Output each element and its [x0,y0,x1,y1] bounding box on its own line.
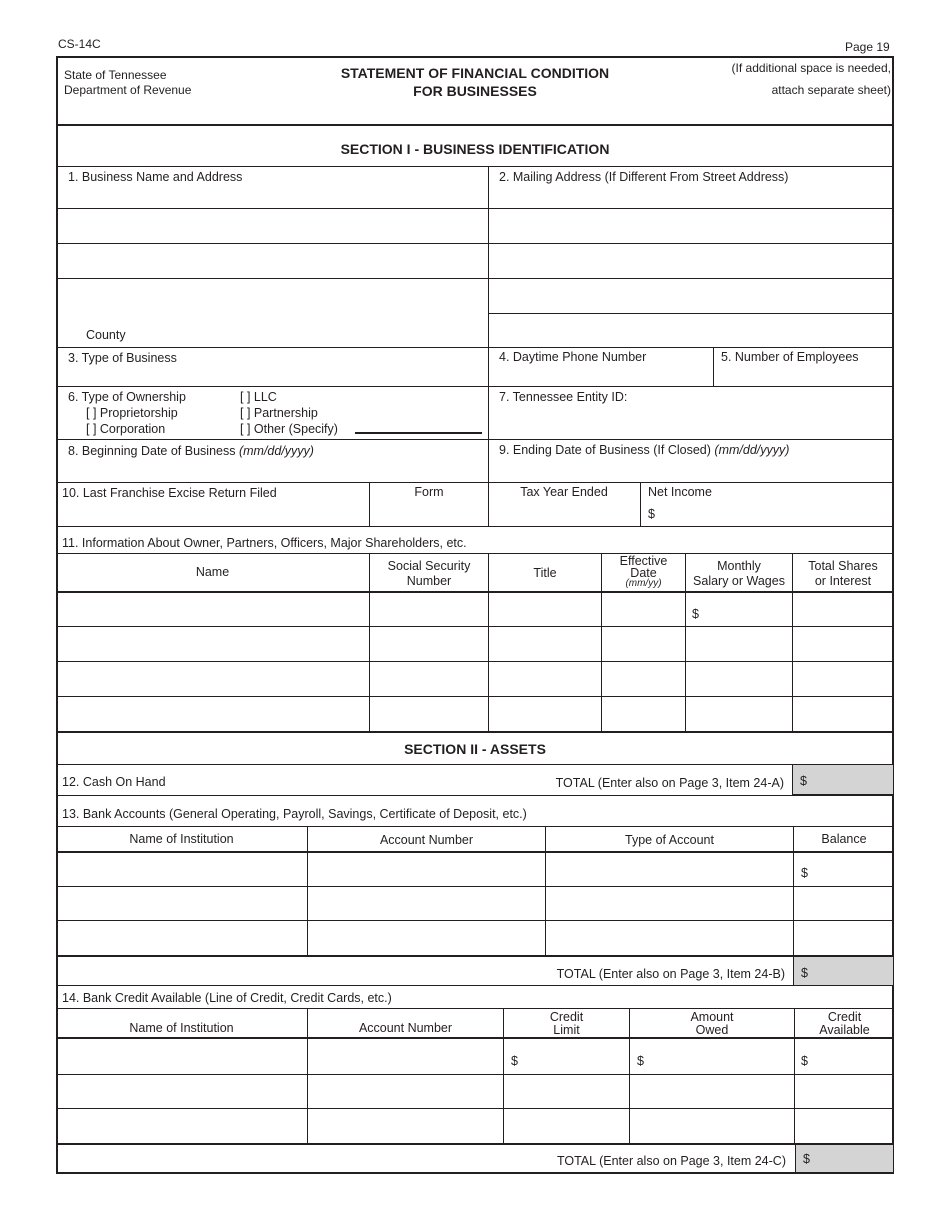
credit-col-limit-line-2: Limit [553,1023,580,1037]
rule [56,1143,894,1145]
total-24c-field[interactable] [795,1144,894,1173]
frame-bottom [56,1172,894,1174]
tax-year-ended-field[interactable] [489,483,639,525]
rule [56,826,894,827]
col-shares-line-2: or Interest [814,574,872,588]
col-effective-line-1: Effective [619,554,668,568]
total-24c-dollar: $ [803,1152,810,1166]
item-1-label: 1. Business Name and Address [68,170,243,184]
employees-field[interactable] [714,348,892,386]
franchise-form-field[interactable] [370,483,488,525]
item-13-label: 13. Bank Accounts (General Operating, Payroll, Savings, Certificate of Deposit, etc.) [62,807,527,821]
bank-col-balance: Balance [821,832,867,846]
rule [56,731,894,733]
frame-top [56,56,894,58]
item-6-label: 6. Type of Ownership [68,390,186,404]
ownership-llc-option[interactable]: [ ] LLC [240,390,277,404]
section-2-title: SECTION II - ASSETS [404,741,546,757]
total-24b-label: TOTAL (Enter also on Page 3, Item 24-B) [556,967,785,981]
net-income-field[interactable] [641,483,892,525]
salary-dollar: $ [692,607,699,621]
other-specify-line[interactable] [355,432,482,434]
total-24a-dollar: $ [800,774,807,788]
bank-credit-rows[interactable] [57,1039,892,1143]
rule [56,764,894,765]
bank-col-type: Type of Account [625,833,714,847]
item-8-format: (mm/dd/yyyy) [238,444,314,458]
item-2-label: 2. Mailing Address (If Different From Street Address) [499,170,789,184]
rule [56,553,894,554]
item-10-label: 10. Last Franchise Excise Return Filed [62,486,277,500]
col-title: Title [533,566,557,580]
col-ssn-line-1: Social Security [387,559,471,573]
frame-right [892,56,894,1173]
rule [56,278,894,279]
item-9-format: (mm/dd/yyyy) [714,443,790,457]
ownership-proprietorship-option[interactable]: [ ] Proprietorship [86,406,178,420]
credit-col-owed-line-1: Amount [690,1010,734,1024]
credit-col-owed-line-2: Owed [695,1023,729,1037]
rule [488,313,894,314]
rule [56,208,894,209]
item-11-label: 11. Information About Owner, Partners, Officers, Major Shareholders, etc. [62,536,467,550]
credit-col-available-line-2: Available [819,1023,870,1037]
item-7-label: 7. Tennessee Entity ID: [499,390,628,404]
ending-date-field[interactable] [489,440,892,482]
ownership-partnership-option[interactable]: [ ] Partnership [240,406,318,420]
county-label: County [86,328,126,342]
credit-col-available-line-1: Credit [827,1010,862,1024]
business-name-address-field[interactable] [57,167,487,347]
rule [56,526,894,527]
rule [56,955,894,957]
ownership-corporation-option[interactable]: [ ] Corporation [86,422,166,436]
balance-dollar: $ [801,866,808,880]
credit-col-limit-line-1: Credit [549,1010,584,1024]
page-number: Page 19 [845,40,890,54]
item-9-text: 9. Ending Date of Business (If Closed) [499,443,711,457]
col-salary-line-2: Salary or Wages [693,574,785,588]
rule [56,243,894,244]
col-effective-format: (mm/yy) [625,578,662,589]
form-title-line-1: STATEMENT OF FINANCIAL CONDITION [340,65,610,81]
rule [56,985,894,986]
amount-owed-dollar: $ [637,1054,644,1068]
beginning-date-field[interactable] [57,440,487,482]
total-24c-label: TOTAL (Enter also on Page 3, Item 24-C) [556,1154,786,1168]
col-effective-line-2: Date [630,566,657,580]
rule [56,1008,894,1009]
item-10-form-label: Form [414,485,444,499]
agency-line-2: Department of Revenue [64,83,192,97]
item-10-net-income-label: Net Income [648,485,712,499]
agency-line-1: State of Tennessee [64,68,167,82]
bank-col-account: Account Number [379,833,474,847]
total-24b-dollar: $ [801,966,808,980]
item-14-label: 14. Bank Credit Available (Line of Credit, Credit Cards, etc.) [62,991,392,1005]
item-10-tax-year-label: Tax Year Ended [520,485,608,499]
space-note-line-2: attach separate sheet) [771,83,891,97]
owners-table-rows[interactable] [57,593,892,731]
total-24b-field[interactable] [793,956,894,986]
total-24a-label: TOTAL (Enter also on Page 3, Item 24-A) [555,776,784,790]
phone-number-field[interactable] [489,348,712,386]
credit-col-institution: Name of Institution [129,1021,234,1035]
type-of-business-field[interactable] [57,348,487,386]
total-24a-field[interactable] [792,764,894,795]
item-4-label: 4. Daytime Phone Number [499,350,647,364]
section-1-title: SECTION I - BUSINESS IDENTIFICATION [340,141,610,157]
item-5-label: 5. Number of Employees [721,350,859,364]
header-divider [56,124,894,126]
credit-limit-dollar: $ [511,1054,518,1068]
col-name: Name [195,565,230,579]
form-title-line-2: FOR BUSINESSES [413,83,537,99]
item-12-label: 12. Cash On Hand [62,775,166,789]
item-3-label: 3. Type of Business [68,351,177,365]
entity-id-field[interactable] [489,387,892,439]
credit-available-dollar: $ [801,1054,808,1068]
rule [56,795,894,796]
credit-col-account: Account Number [358,1021,453,1035]
ownership-other-option[interactable]: [ ] Other (Specify) [240,422,338,436]
col-shares-line-1: Total Shares [808,559,878,573]
item-8-text: 8. Beginning Date of Business [68,444,236,458]
net-income-dollar: $ [648,507,655,521]
bank-accounts-rows[interactable] [57,853,892,955]
mailing-address-field[interactable] [489,167,892,347]
col-ssn-line-2: Number [406,574,452,588]
bank-col-institution: Name of Institution [129,832,234,846]
form-code: CS-14C [58,37,101,51]
col-salary-line-1: Monthly [717,559,761,573]
space-note-line-1: (If additional space is needed, [731,61,891,75]
